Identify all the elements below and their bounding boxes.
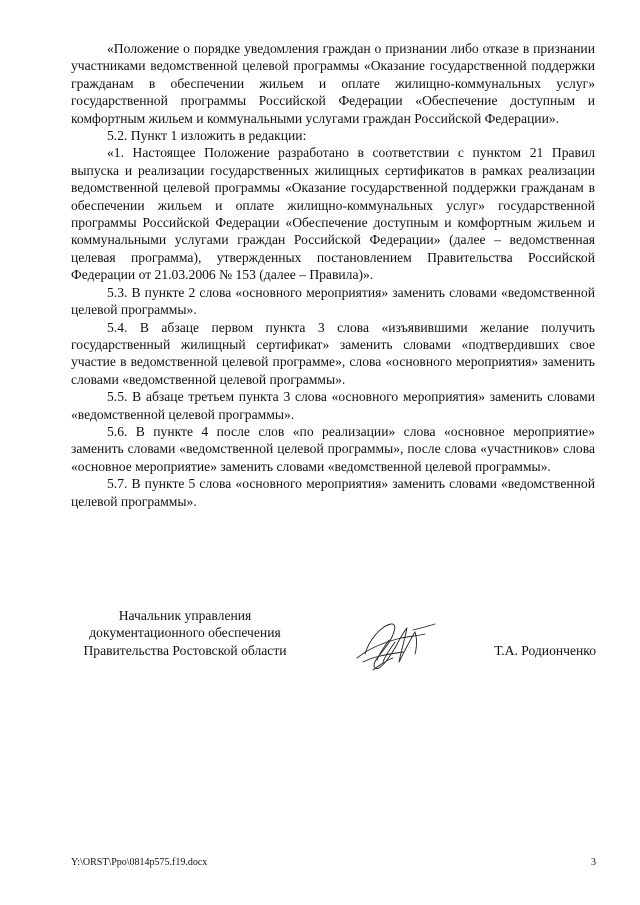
signatory-title-line: Начальник управления	[118, 608, 252, 623]
signatory-title	[60, 607, 310, 659]
page-number: 3	[591, 857, 596, 868]
paragraph-5-7: 5.7. В пункте 5 слова «основного мероприятия» заменить словами «ведомственной целевой программы».	[71, 476, 595, 509]
signatory-name: Т.А. Родионченко	[494, 643, 596, 658]
paragraph-regulation-title: «Положение о порядке уведомления граждан о признании либо отказе в признании участниками ведомственной целевой программы «Оказание государственной поддержки гражданам в обеспечении жильем и оплате жилищно-коммунальных услуг» государственной программы Российской Федерации «Обеспечение доступным и комфортным жильем и коммунальными услугами граждан Российской Федерации».	[71, 41, 595, 126]
paragraph-5-2: 5.2. Пункт 1 изложить в редакции:	[107, 128, 307, 144]
footer-file-path: Y:\ORST\Ppo\0814p575.f19.docx	[71, 857, 208, 868]
document-body	[71, 40, 595, 510]
paragraph-5-4: 5.4. В абзаце первом пункта 3 слова «изъявившими желание получить государственный жилищный сертификат» заменить словами «подтвердивших свое участие в ведомственной целевой программе», слова «основного мероприятия» заменить словами «ведомственной целевой программы».	[71, 319, 595, 387]
signatory-title-line: Правительства Ростовской области	[83, 642, 287, 658]
paragraph-point-1-text: «1. Настоящее Положение разработано в соответствии с пунктом 21 Правил выпуска и реализации государственных жилищных сертификатов в рамках реализации ведомственной целевой программы «Оказание государственной поддержки гражданам в обеспечении жильем и оплате жилищно-коммунальных услуг» государственной программы Российской Федерации «Обеспечение доступным и комфортным жильем и коммунальными услугами граждан Российской Федерации» (далее – ведомственная целевая программа), утвержденных постановлением Правительства Российской Федерации от 21.03.2006 № 153 (далее – Правила)».	[71, 145, 595, 283]
paragraph-5-6: 5.6. В пункте 4 после слов «по реализации» слова «основное мероприятие» заменить словами «ведомственной целевой программы», после слова «участников» слова «основное мероприятие» заменить словами «ведомственной целевой программы».	[71, 423, 595, 474]
signatory-title-line: документационного обеспечения	[89, 625, 281, 641]
paragraph-5-5: 5.5. В абзаце третьем пункта 3 слова «основного мероприятия» заменить словами «ведомственной целевой программы».	[71, 389, 595, 422]
paragraph-5-3: 5.3. В пункте 2 слова «основного мероприятия» заменить словами «ведомственной целевой программы».	[71, 284, 595, 318]
handwritten-signature	[355, 618, 437, 676]
